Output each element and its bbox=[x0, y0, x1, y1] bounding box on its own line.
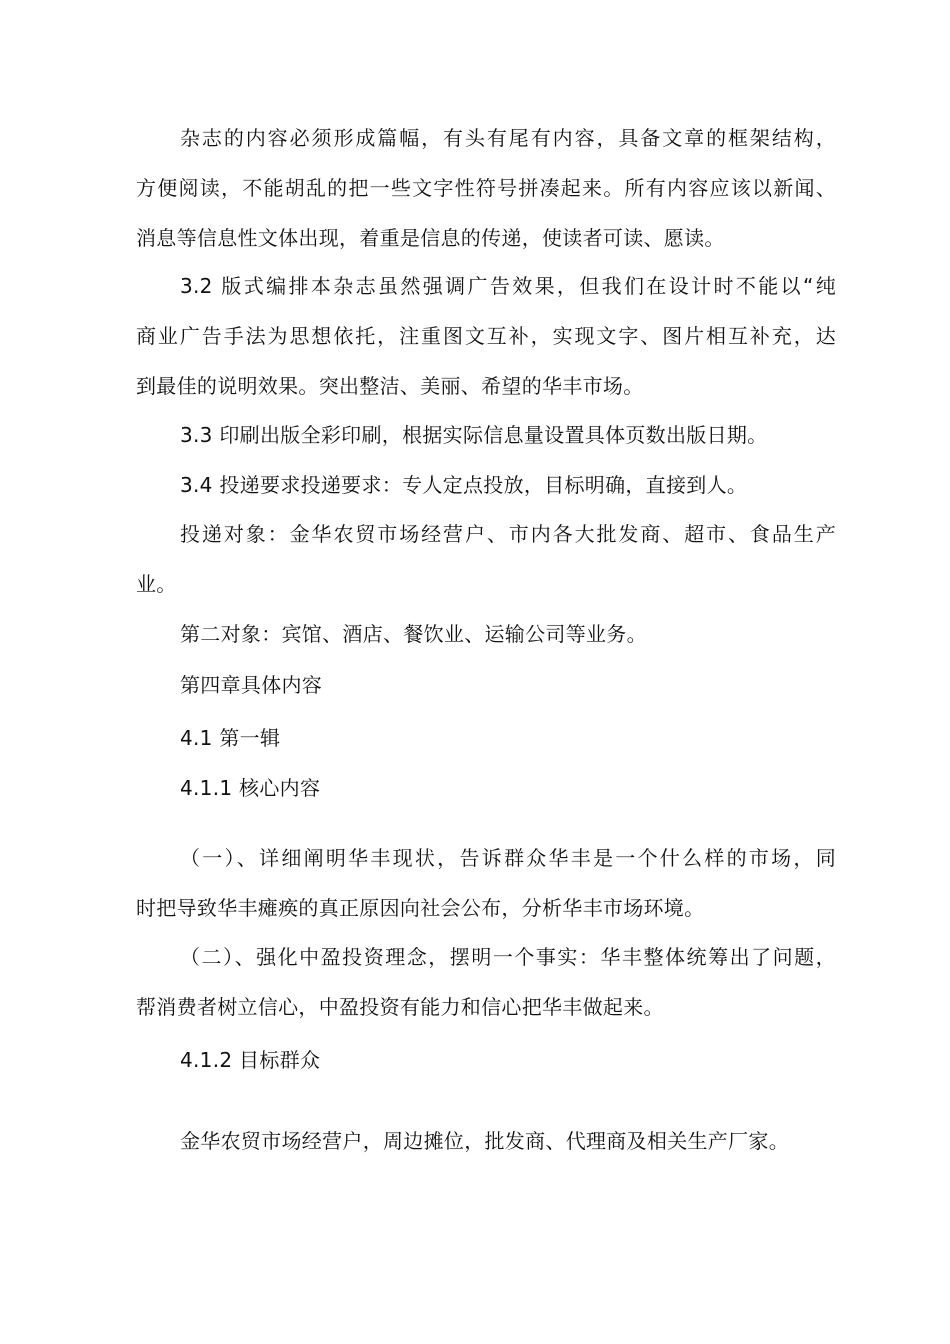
paragraph-line-6: 到最佳的说明效果。突出整洁、美丽、希望的华丰市场。 bbox=[136, 374, 644, 398]
paragraph-line-3: 消息等信息性文体出现，着重是信息的传递，使读者可读、愿读。 bbox=[136, 226, 725, 250]
subsection-heading-target: 4.1.2 目标群众 bbox=[180, 1048, 321, 1072]
paragraph-line-17: （二）、强化中盈投资理念，摆明一个事实：华丰整体统筹出了问题， bbox=[180, 945, 836, 969]
paragraph-line-8: 3.4 投递要求投递要求：专人定点投放，目标明确，直接到人。 bbox=[180, 473, 748, 497]
paragraph-line-11: 第二对象：宾馆、酒店、餐饮业、运输公司等业务。 bbox=[180, 622, 647, 646]
section-heading: 4.1 第一辑 bbox=[180, 726, 281, 750]
chapter-heading: 第四章具体内容 bbox=[180, 673, 323, 697]
paragraph-line-1: 杂志的内容必须形成篇幅，有头有尾有内容，具备文章的框架结构， bbox=[180, 126, 836, 150]
paragraph-line-2: 方便阅读，不能胡乱的把一些文字性符号拼凑起来。所有内容应该以新闻、 bbox=[136, 176, 836, 200]
paragraph-line-9: 投递对象：金华农贸市场经营户、市内各大批发商、超市、食品生产 bbox=[180, 522, 836, 546]
paragraph-line-10: 业。 bbox=[136, 572, 177, 596]
paragraph-line-16: 时把导致华丰瘫痪的真正原因向社会公布，分析华丰市场环境。 bbox=[136, 896, 705, 920]
paragraph-line-4: 3.2 版式编排本杂志虽然强调广告效果，但我们在设计时不能以“纯 bbox=[180, 274, 836, 298]
paragraph-line-5: 商业广告手法为思想依托，注重图文互补，实现文字、图片相互补充，达 bbox=[136, 324, 836, 348]
subsection-heading-core: 4.1.1 核心内容 bbox=[180, 776, 321, 800]
paragraph-line-7: 3.3 印刷出版全彩印刷，根据实际信息量设置具体页数出版日期。 bbox=[180, 423, 768, 447]
paragraph-line-20: 金华农贸市场经营户，周边摊位，批发商、代理商及相关生产厂家。 bbox=[180, 1129, 789, 1153]
paragraph-line-15: （一）、详细阐明华丰现状，告诉群众华丰是一个什么样的市场，同 bbox=[180, 846, 836, 870]
paragraph-line-18: 帮消费者树立信心，中盈投资有能力和信心把华丰做起来。 bbox=[136, 995, 664, 1019]
